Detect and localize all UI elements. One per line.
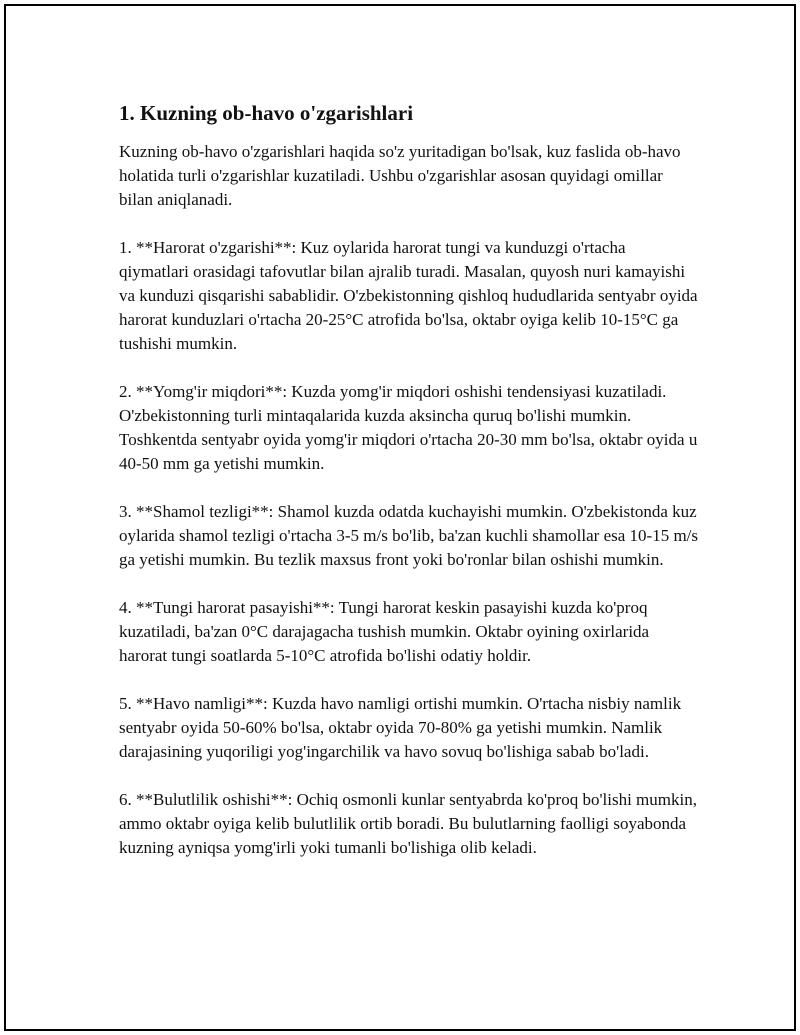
- paragraph-humidity: 5. **Havo namligi**: Kuzda havo namligi ortishi mumkin. O'rtacha nisbiy namlik sentyabr oyida 50-60% bo'lsa, oktabr oyida 70-80% ga yetishi mumkin. Namlik darajasining yuqoriligi yog'ingarchilik va havo sovuq bo'lishiga sabab bo'ladi.: [119, 694, 682, 761]
- paragraph-temperature-change: 1. **Harorat o'zgarishi**: Kuz oylarida harorat tungi va kunduzgi o'rtacha qiymatlari orasidagi tafovutlar bilan ajralib turadi. Masalan, quyosh nuri kamayishi va kunduzi qisqarishi sabablidir. O'zbekistonning qishloq hududlarida sentyabr oyida harorat kunduzlari o'rtacha 20-25°C atrofida bo'lsa, oktabr oyiga kelib 10-15°C ga tushishi mumkin.: [119, 238, 698, 353]
- document-title: 1. Kuzning ob-havo o'zgarishlari: [119, 101, 414, 125]
- paragraph-rainfall: 2. **Yomg'ir miqdori**: Kuzda yomg'ir miqdori oshishi tendensiyasi kuzatiladi. O'zbekistonning turli mintaqalarida kuzda aksincha quruq bo'lishi mumkin. Toshkentda sentyabr oyida yomg'ir miqdori o'rtacha 20-30 mm bo'lsa, oktabr oyida u 40-50 mm ga yetishi mumkin.: [119, 382, 698, 473]
- page-frame: [4, 4, 796, 1031]
- paragraph-cloudiness: 6. **Bulutlilik oshishi**: Ochiq osmonli kunlar sentyabrda ko'proq bo'lishi mumkin, ammo oktabr oyiga kelib bulutlilik ortib boradi. Bu bulutlarning faolligi soyabonda kuzning ayniqsa yomg'irli yoki tumanli bo'lishiga olib keladi.: [119, 790, 697, 857]
- paragraph-wind-speed: 3. **Shamol tezligi**: Shamol kuzda odatda kuchayishi mumkin. O'zbekistonda kuz oylarida shamol tezligi o'rtacha 3-5 m/s bo'lib, ba'zan kuchli shamollar esa 10-15 m/s ga yetishi mumkin. Bu tezlik maxsus front yoki bo'ronlar bilan oshishi mumkin.: [119, 502, 699, 569]
- document-body: [119, 100, 699, 884]
- intro-paragraph: Kuzning ob-havo o'zgarishlari haqida so'z yuritadigan bo'lsak, kuz faslida ob-havo holatida turli o'zgarishlar kuzatiladi. Ushbu o'zgarishlar asosan quyidagi omillar bilan aniqlanadi.: [119, 142, 681, 209]
- paragraph-night-temperature: 4. **Tungi harorat pasayishi**: Tungi harorat keskin pasayishi kuzda ko'proq kuzatiladi, ba'zan 0°C darajagacha tushish mumkin. Oktabr oyining oxirlarida harorat tungi soatlarda 5-10°C atrofida bo'lishi odatiy holdir.: [119, 598, 650, 665]
